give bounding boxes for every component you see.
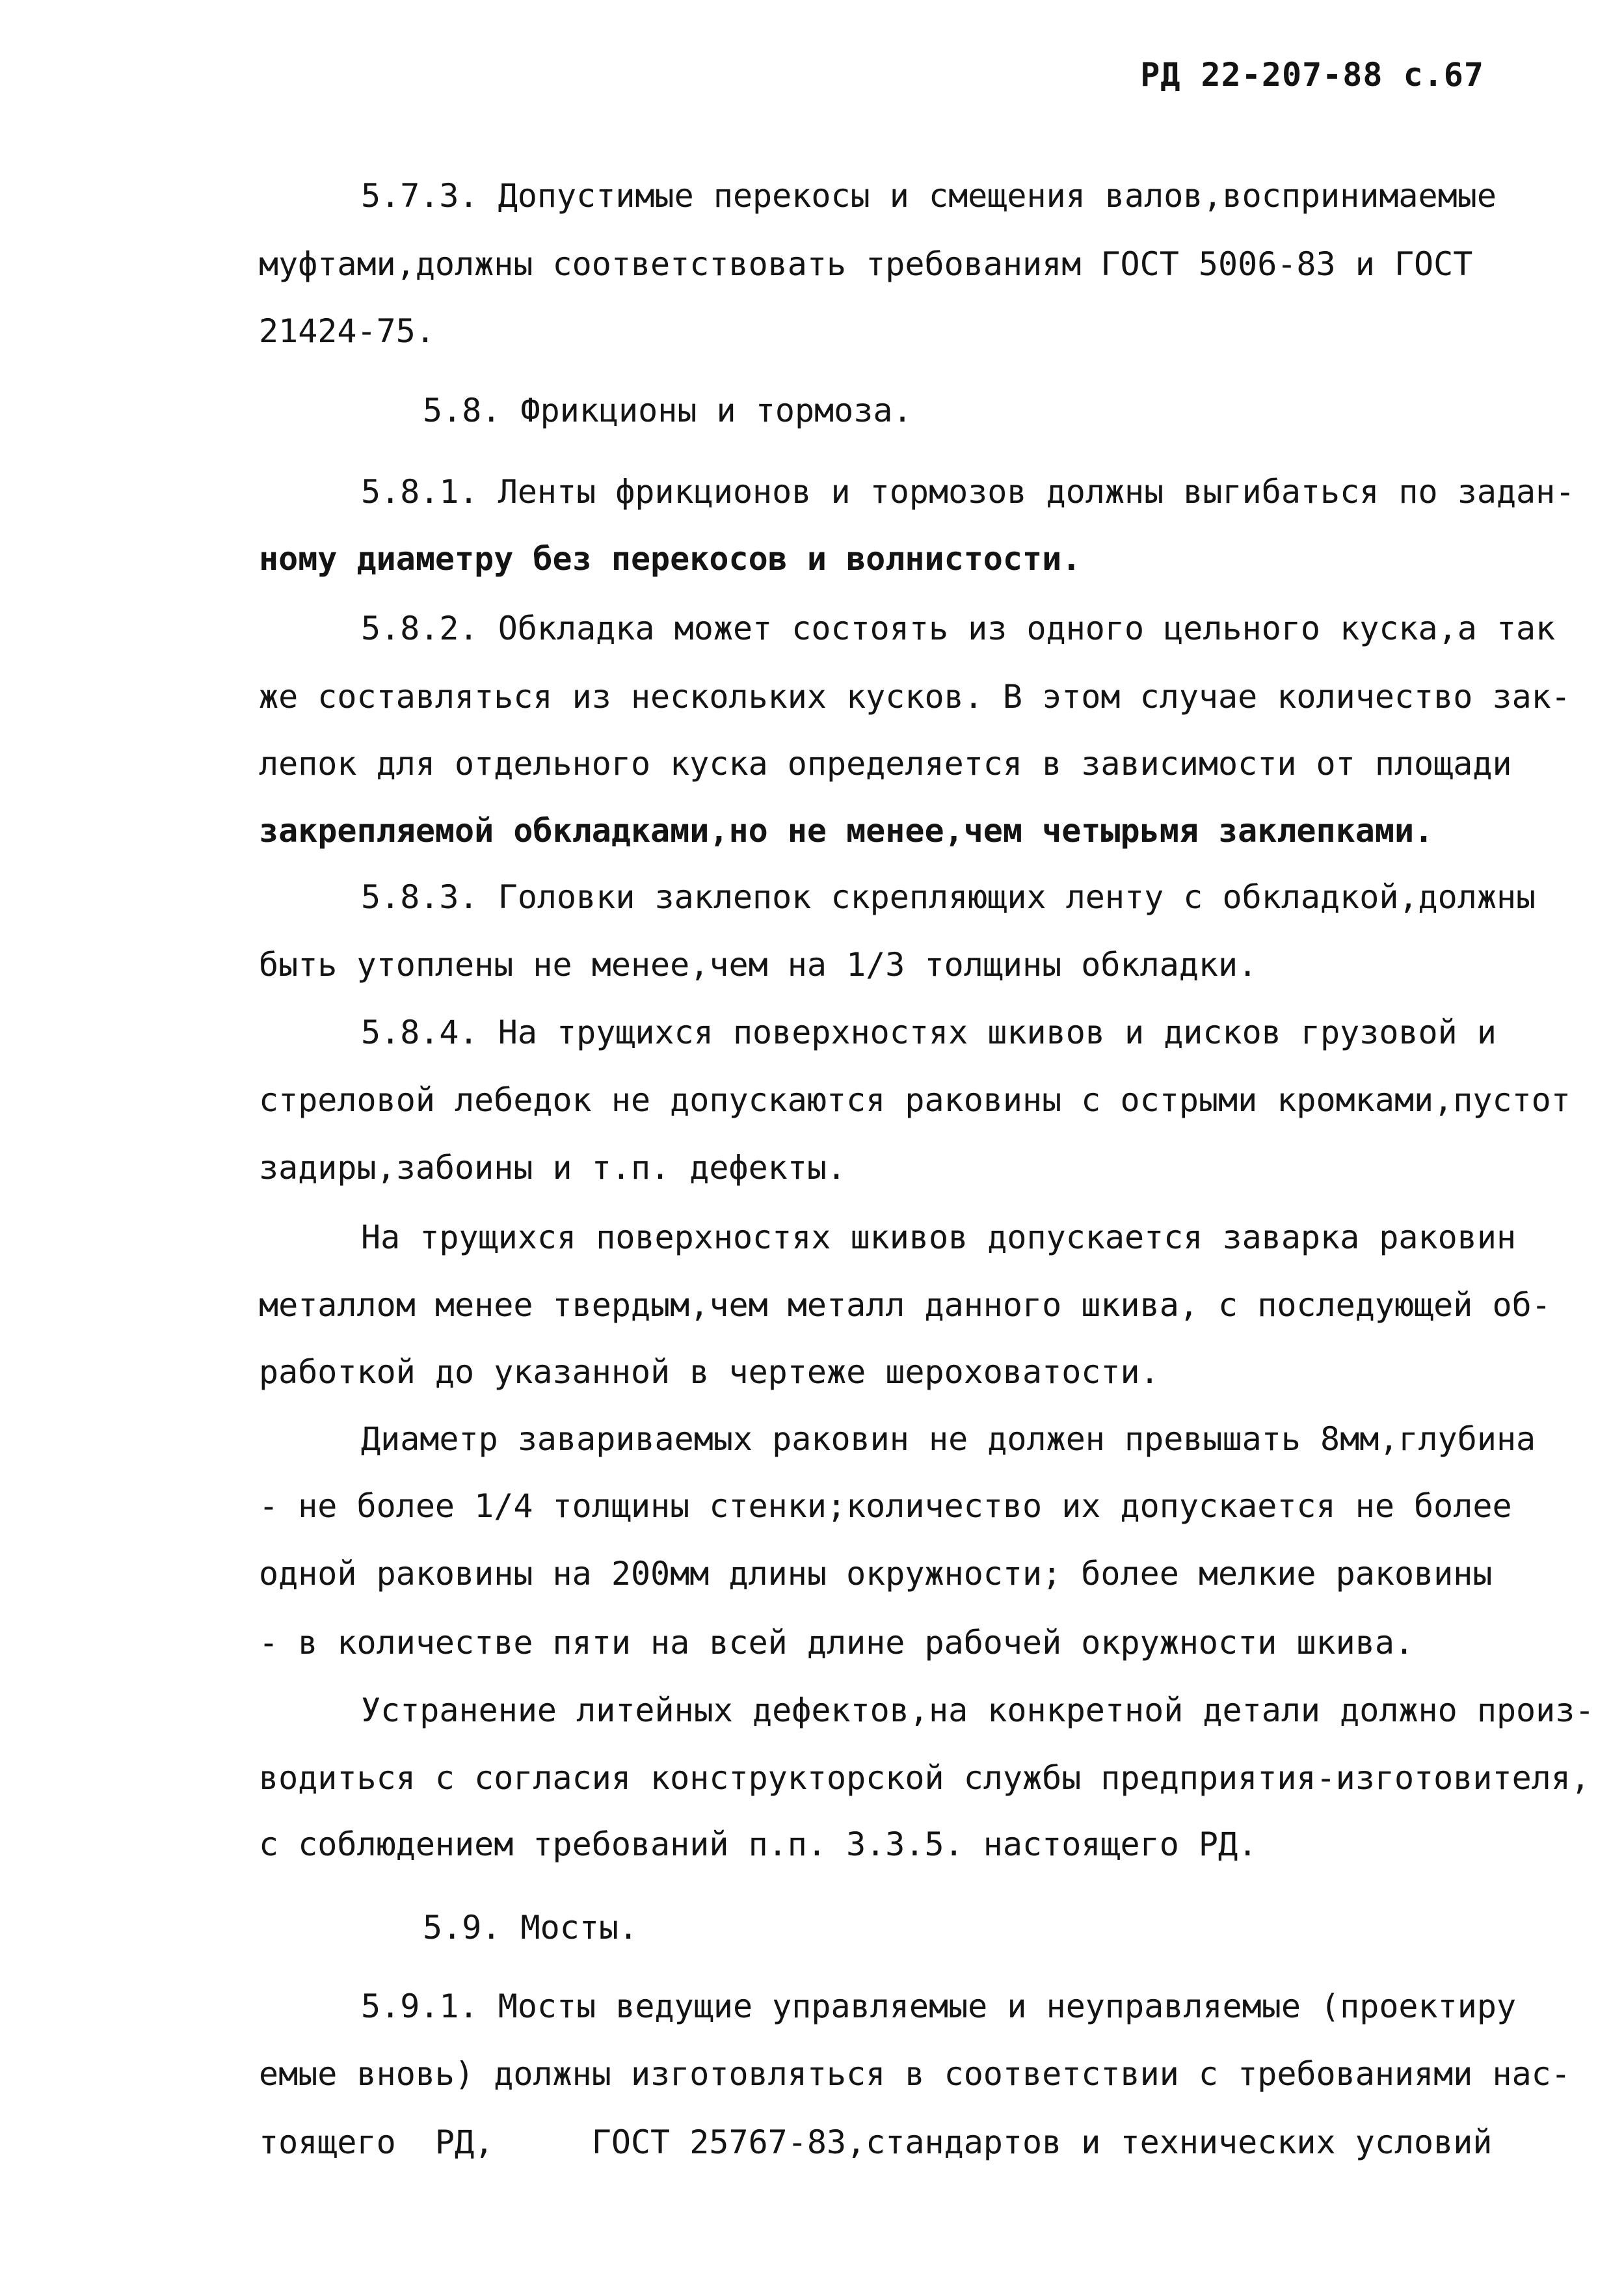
- text-line: одной раковины на 200мм длины окружности; более мелкие раковины: [259, 1555, 1493, 1593]
- text-line: быть утоплены не менее,чем на 1/3 толщины обкладки.: [259, 946, 1258, 984]
- text-line: 5.8.1. Ленты фрикционов и тормозов должны выгибаться по задан-: [361, 473, 1575, 511]
- text-line: водиться с согласия конструкторской службы предприятия-изготовителя,: [259, 1759, 1590, 1797]
- text-line: металлом менее твердым,чем металл данного шкива, с последующей об-: [259, 1286, 1551, 1324]
- text-line: Устранение литейных дефектов,на конкретной детали должно произ-: [361, 1691, 1595, 1729]
- text-line: работкой до указанной в чертеже шероховатости.: [259, 1353, 1160, 1391]
- text-line: емые вновь) должны изготовляться в соответствии с требованиями нас-: [259, 2055, 1571, 2093]
- text-line: На трущихся поверхностях шкивов допускается заварка раковин: [361, 1218, 1517, 1256]
- text-line: с соблюдением требований п.п. 3.3.5. настоящего РД.: [259, 1825, 1258, 1863]
- page-header: РД 22-207-88 с.67: [1140, 56, 1484, 94]
- text-line: стреловой лебедок не допускаются раковины с острыми кромками,пустот: [259, 1081, 1571, 1119]
- text-line: же составляться из нескольких кусков. В этом случае количество зак-: [259, 678, 1571, 716]
- text-line: ному диаметру без перекосов и волнистости.: [259, 540, 1082, 578]
- text-line: закрепляемой обкладками,но не менее,чем четырьмя заклепками.: [259, 812, 1434, 850]
- text-line: 21424-75.: [259, 312, 435, 350]
- text-line: 5.7.3. Допустимые перекосы и смещения валов,воспринимаемые: [361, 177, 1497, 215]
- section-heading: 5.8. Фрикционы и тормоза.: [423, 392, 912, 429]
- text-line: задиры,забоины и т.п. дефекты.: [259, 1149, 847, 1187]
- text-line: 5.8.4. На трущихся поверхностях шкивов и дисков грузовой и: [361, 1014, 1497, 1051]
- text-line: - не более 1/4 толщины стенки;количество их допускается не более: [259, 1487, 1512, 1525]
- text-line: 5.8.3. Головки заклепок скрепляющих ленту с обкладкой,должны: [361, 878, 1536, 916]
- text-line: Диаметр завариваемых раковин не должен превышать 8мм,глубина: [361, 1420, 1536, 1458]
- text-line: тоящего РД, ГОСТ 25767-83,стандартов и технических условий: [259, 2123, 1493, 2161]
- text-line: муфтами,должны соответствовать требованиям ГОСТ 5006-83 и ГОСТ: [259, 245, 1473, 283]
- text-line: лепок для отдельного куска определяется в зависимости от площади: [259, 745, 1512, 783]
- section-heading: 5.9. Мосты.: [423, 1909, 639, 1946]
- text-line: - в количестве пяти на всей длине рабочей окружности шкива.: [259, 1624, 1415, 1662]
- text-line: 5.8.2. Обкладка может состоять из одного цельного куска,а так: [361, 610, 1556, 647]
- text-line: 5.9.1. Мосты ведущие управляемые и неуправляемые (проектиру: [361, 1987, 1517, 2025]
